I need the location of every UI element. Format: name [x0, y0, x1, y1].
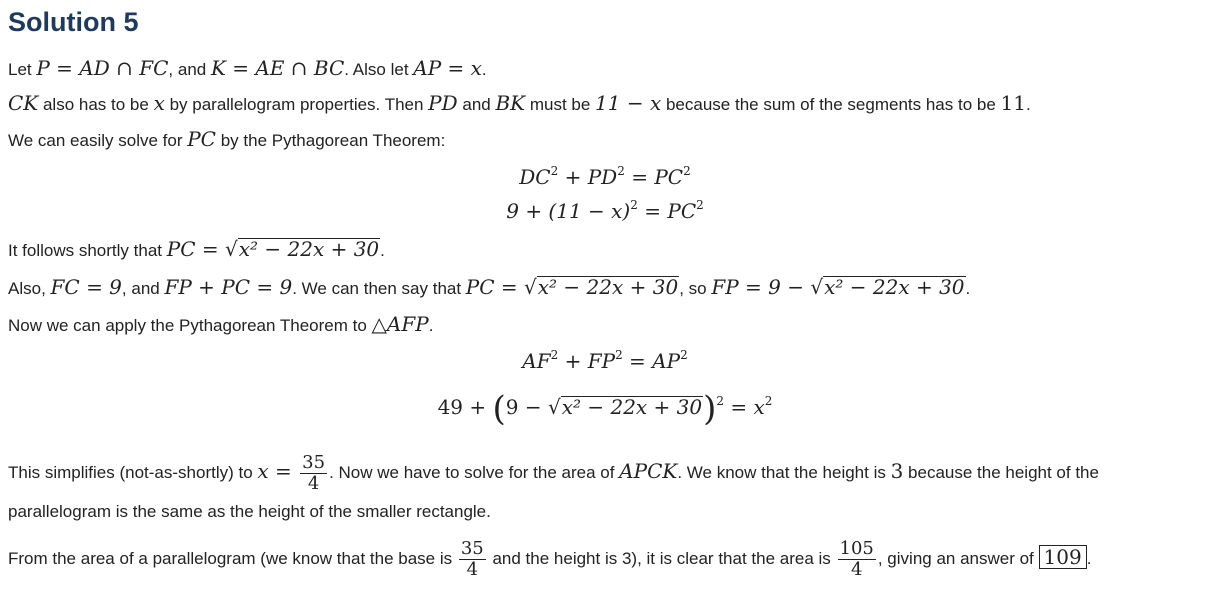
- line-4: It follows shortly that PC = √x² − 22x + 30.: [8, 237, 385, 261]
- fraction-35-4: $\frac{35}{4}$: [302, 452, 326, 494]
- equation-1: $DC^2 + PD^2 = PC^2$: [519, 164, 691, 189]
- line-1: Let P = AD ∩ FC, and K = AE ∩ BC. Also let AP = x.: [8, 56, 487, 80]
- line-7: This simplifies (not-as-shortly) to x = $\frac{35}{4}$ . Now we have to solve for the area of APCK. We know that the height is 3 because the height of the: [8, 452, 1099, 494]
- solution-heading: Solution 5: [8, 7, 139, 37]
- equation-4: $49 + (9 - √x^2 - 22x + 30)^2 = x^2$: [437, 389, 773, 429]
- equation-2: $9 + (11 - x)^2 = PC^2$: [506, 198, 704, 223]
- fraction-area: $\frac{105}{4}$: [839, 538, 874, 580]
- line-5: Also, FC = 9, and FP + PC = 9. We can then say that PC = √x² − 22x + 30, so FP = 9 − √x² − 22x + 30.: [8, 275, 971, 299]
- line-9: From the area of a parallelogram (we know that the base is $\frac{35}{4}$ and the height is 3), it is clear that the area is $\frac{105}{4}$ , giving an answer of 109 .: [8, 538, 1092, 580]
- line-6: Now we can apply the Pythagorean Theorem to △AFP.: [8, 312, 434, 336]
- line-3: We can easily solve for PC by the Pythagorean Theorem:: [8, 127, 446, 151]
- fraction-base: $\frac{35}{4}$: [460, 538, 484, 580]
- line-8: parallelogram is the same as the height of the smaller rectangle.: [8, 502, 491, 521]
- equation-3: $AF^2 + FP^2 = AP^2$: [522, 348, 688, 373]
- line-2: CK also has to be x by parallelogram properties. Then PD and BK must be 11 − x because the sum of the segments has to be 11.: [8, 91, 1031, 115]
- answer-box: 109: [1039, 545, 1087, 569]
